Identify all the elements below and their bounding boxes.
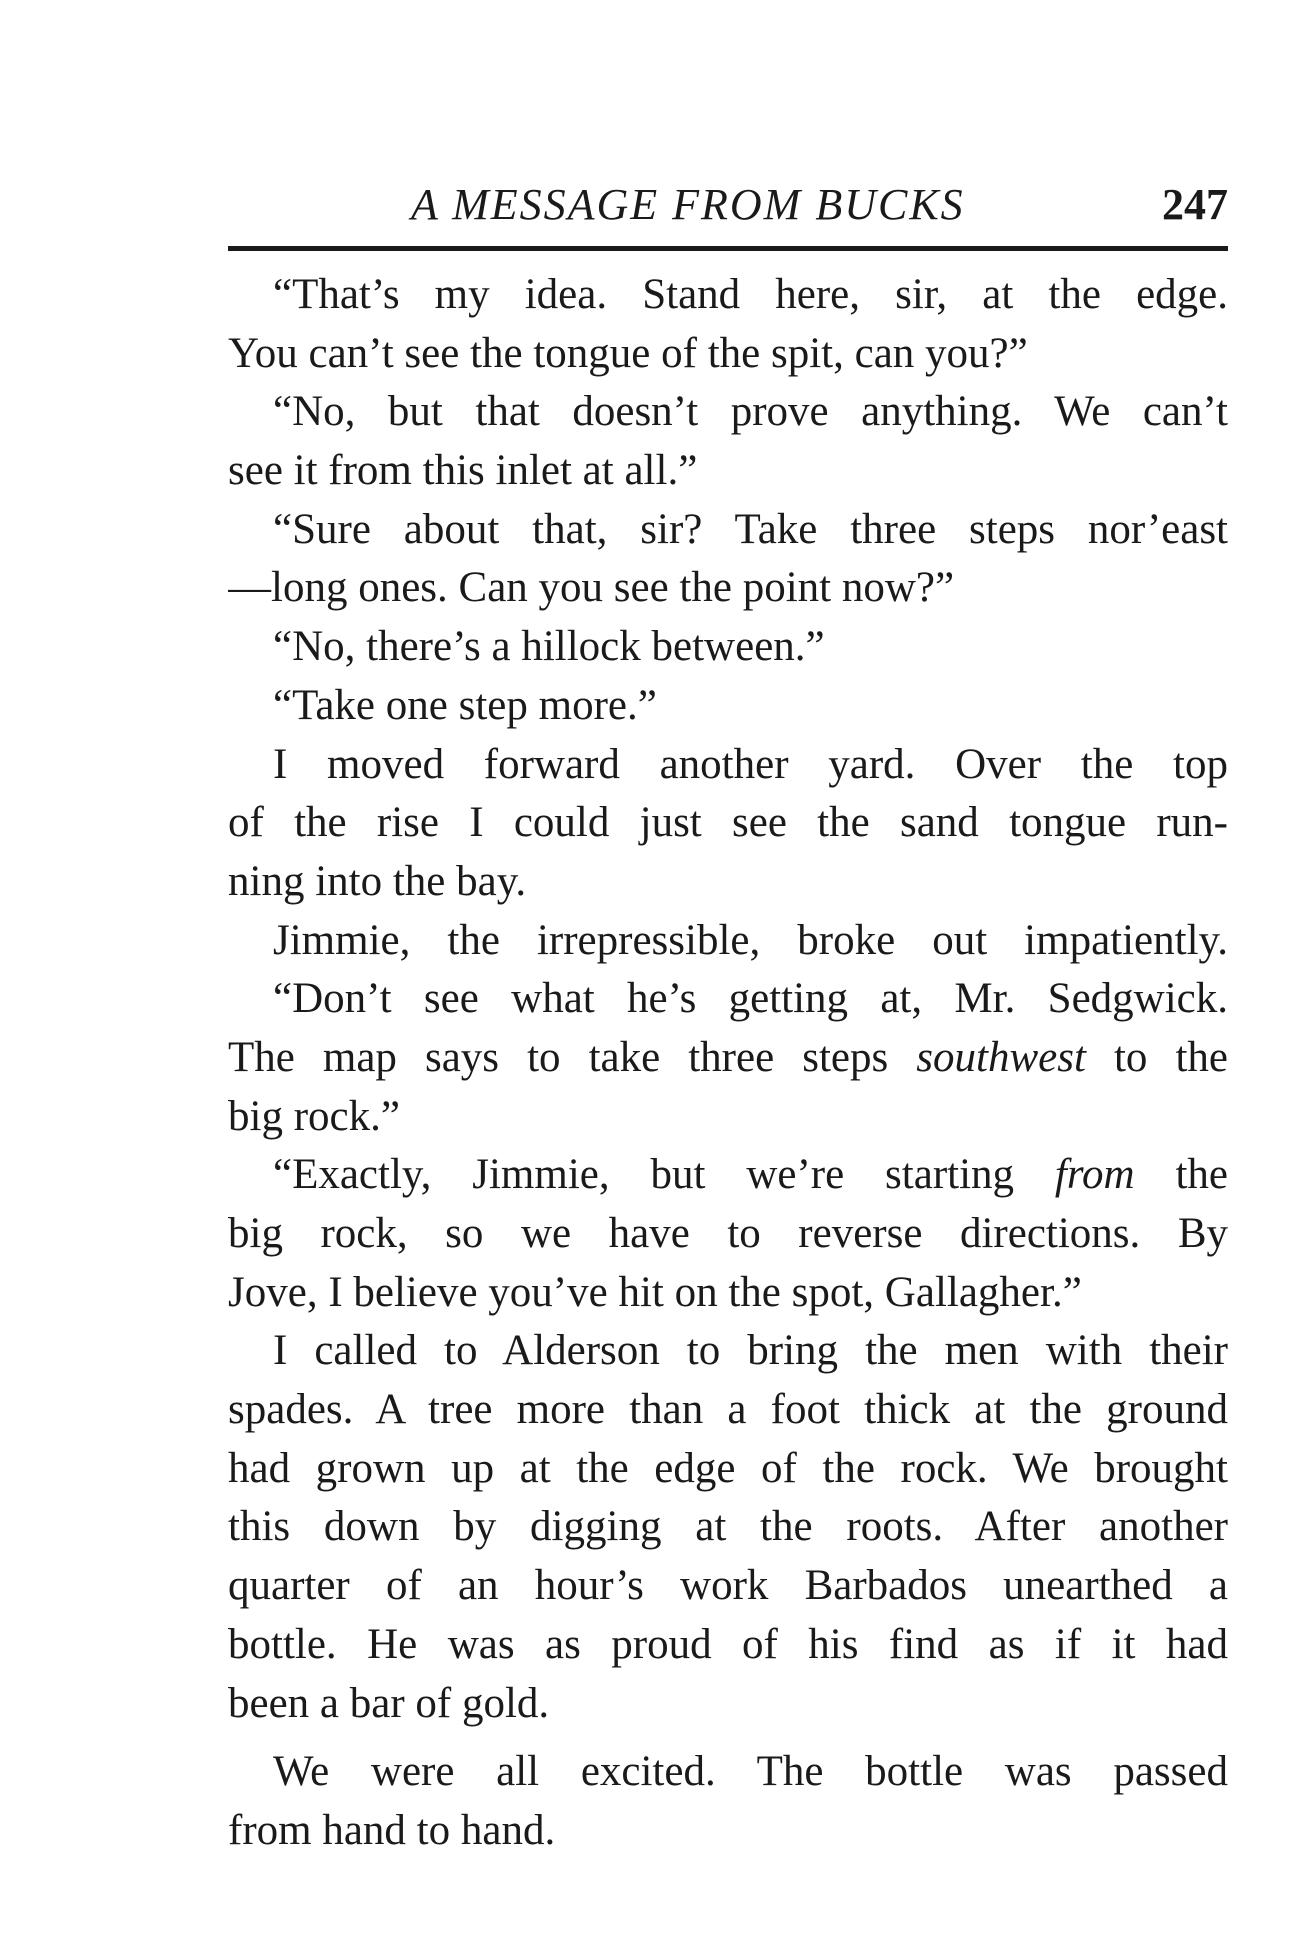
emphasized-word: southwest — [916, 1033, 1086, 1081]
text-line: from hand to hand. — [228, 1806, 556, 1854]
emphasized-word: from — [1054, 1151, 1135, 1199]
text-line: “That’s my idea. Stand here, sir, at the edge. — [273, 271, 1228, 318]
text-line: been a bar of gold. — [228, 1679, 550, 1727]
text-line: “Sure about that, sir? Take three steps nor’east — [273, 505, 1228, 553]
text-line: had grown up at the edge of the rock. We brought — [228, 1444, 1228, 1492]
text-line: this down by digging at the roots. After another — [228, 1503, 1228, 1551]
text-line: spades. A tree more than a foot thick at the ground — [228, 1386, 1228, 1434]
text-line: I moved forward another yard. Over the top — [273, 740, 1228, 788]
text-line: ning into the bay. — [228, 857, 527, 905]
text-line — [228, 1146, 1228, 1205]
page-number: 247 — [1162, 180, 1228, 229]
text-line: quarter of an hour’s work Barbados unearthed a — [228, 1562, 1228, 1610]
text-line: Jove, I believe you’ve hit on the spot, Gallagher.” — [228, 1268, 1082, 1316]
text-line: —long ones. Can you see the point now?” — [228, 564, 955, 612]
text-line: I called to Alderson to bring the men with their — [273, 1327, 1228, 1375]
text-line: of the rise I could just see the sand tongue run- — [228, 799, 1228, 847]
line-part: to the — [1085, 1033, 1228, 1081]
text-line: You can’t see the tongue of the spit, can you?” — [228, 329, 1028, 377]
text-line: “No, but that doesn’t prove anything. We can’t — [273, 388, 1228, 436]
header-rule — [228, 246, 1228, 251]
text-line: We were all excited. The bottle was passed — [273, 1748, 1228, 1796]
text-line: big rock, so we have to reverse directions. By — [228, 1210, 1228, 1257]
text-line: “Don’t see what he’s getting at, Mr. Sedgwick. — [273, 975, 1228, 1023]
running-head — [228, 175, 1228, 235]
text-line: “No, there’s a hillock between.” — [273, 623, 825, 671]
running-title: A MESSAGE FROM BUCKS — [411, 180, 965, 229]
text-line: see it from this inlet at all.” — [228, 447, 698, 495]
line-part: The map says to take three steps — [228, 1033, 917, 1081]
body-text — [228, 266, 1228, 1861]
line-part: “Exactly, Jimmie, but we’re starting — [273, 1151, 1055, 1199]
text-line: big rock.” — [228, 1092, 400, 1140]
text-line — [228, 1029, 1228, 1088]
text-line: Jimmie, the irrepressible, broke out impatiently. — [273, 916, 1228, 964]
text-line: “Take one step more.” — [273, 681, 657, 729]
text-line: bottle. He was as proud of his find as if it had — [228, 1620, 1228, 1668]
paragraph-gap — [228, 1733, 1228, 1743]
line-part: the — [1134, 1151, 1228, 1199]
